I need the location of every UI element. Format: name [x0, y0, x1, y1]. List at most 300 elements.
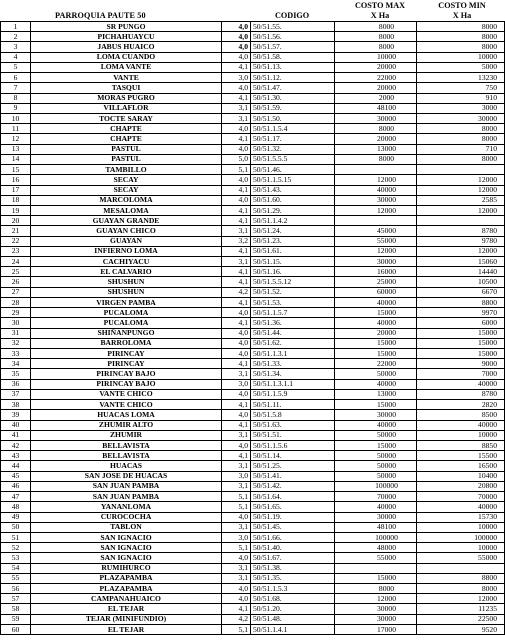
costo-max-cell: 100000 [335, 532, 417, 542]
value-cell: 4,1 [222, 185, 251, 195]
table-row [1, 624, 505, 634]
parroquia-name: EL CALVARIO [31, 267, 222, 277]
costo-min-cell: 6670 [417, 287, 505, 297]
costo-min-cell: 8000 [417, 124, 505, 134]
costo-min-cell: 10000 [417, 430, 505, 440]
parroquia-name: TABLON [31, 522, 222, 532]
costo-max-cell: 30000 [335, 113, 417, 123]
table-row [1, 246, 505, 256]
codigo-cell: 50/51.16. [251, 267, 335, 277]
row-number: 38 [1, 400, 31, 410]
value-cell: 4,1 [222, 246, 251, 256]
parroquia-name: TOCTE SARAY [31, 113, 222, 123]
costo-min-header [420, 1, 504, 21]
costo-max-cell: 22000 [335, 73, 417, 83]
value-cell: 4,1 [222, 134, 251, 144]
row-number: 52 [1, 543, 31, 553]
costo-max-cell: 16000 [335, 267, 417, 277]
codigo-cell: 50/51.45. [251, 522, 335, 532]
value-cell: 4,0 [222, 175, 251, 185]
row-number: 18 [1, 195, 31, 205]
value-cell: 4,1 [222, 318, 251, 328]
codigo-cell: 50/51.48. [251, 614, 335, 624]
costo-min-cell: 8000 [417, 42, 505, 52]
table-row [1, 543, 505, 553]
value-cell: 4,1 [222, 420, 251, 430]
table-row [1, 584, 505, 594]
row-number: 29 [1, 308, 31, 318]
table-row [1, 144, 505, 154]
parroquia-name: CAMPANAHUAICO [31, 594, 222, 604]
costo-max-cell: 22000 [335, 359, 417, 369]
costo-min-cell [417, 563, 505, 573]
table-row [1, 185, 505, 195]
costo-max-cell: 15000 [335, 400, 417, 410]
costo-max-cell: 48100 [335, 103, 417, 113]
table-row [1, 502, 505, 512]
row-number: 21 [1, 226, 31, 236]
codigo-cell: 50/51.17. [251, 134, 335, 144]
costo-max-cell: 100000 [335, 481, 417, 491]
row-number: 30 [1, 318, 31, 328]
parroquia-name: CHAPTE [31, 134, 222, 144]
costo-max-cell: 30000 [335, 614, 417, 624]
costo-max-cell [335, 165, 417, 175]
parroquia-name: SAN JUAN PAMBA [31, 481, 222, 491]
costo-min-cell: 9520 [417, 624, 505, 634]
row-number: 26 [1, 277, 31, 287]
table-row [1, 471, 505, 481]
costo-max-cell: 50000 [335, 430, 417, 440]
costo-min-cell: 7000 [417, 369, 505, 379]
codigo-cell: 50/51.36. [251, 318, 335, 328]
table-row [1, 165, 505, 175]
costo-min-cell: 15000 [417, 349, 505, 359]
costo-min-cell: 10500 [417, 277, 505, 287]
row-number: 43 [1, 451, 31, 461]
table-row [1, 563, 505, 573]
codigo-cell: 50/51.46. [251, 165, 335, 175]
codigo-cell: 50/51.19. [251, 512, 335, 522]
costo-max-cell: 55000 [335, 236, 417, 246]
costo-max-cell: 40000 [335, 297, 417, 307]
codigo-cell: 50/51.13. [251, 62, 335, 72]
codigo-cell: 50/51.60. [251, 195, 335, 205]
table-row [1, 440, 505, 450]
costo-max-cell: 20000 [335, 62, 417, 72]
parroquia-name: MESALOMA [31, 205, 222, 215]
codigo-cell: 50/51.23. [251, 236, 335, 246]
costo-max-cell: 40000 [335, 420, 417, 430]
costo-min-cell: 8780 [417, 226, 505, 236]
costo-min-cell: 8500 [417, 410, 505, 420]
row-number: 6 [1, 73, 31, 83]
value-cell: 4,0 [222, 328, 251, 338]
table-row [1, 83, 505, 93]
costo-max-cell: 15000 [335, 440, 417, 450]
value-cell: 4,1 [222, 277, 251, 287]
row-number: 24 [1, 257, 31, 267]
row-number: 17 [1, 185, 31, 195]
codigo-cell: 50/51.24. [251, 226, 335, 236]
codigo-cell: 50/51.5.5.5 [251, 154, 335, 164]
costo-min-cell: 15730 [417, 512, 505, 522]
value-cell: 4,0 [222, 124, 251, 134]
costo-min-cell: 40000 [417, 502, 505, 512]
value-cell: 5,1 [222, 624, 251, 634]
table-row [1, 359, 505, 369]
codigo-cell: 50/51.53. [251, 297, 335, 307]
parroquia-name: INFIERNO LOMA [31, 246, 222, 256]
codigo-cell: 50/51.5.8 [251, 410, 335, 420]
parroquia-name: PASTUL [31, 154, 222, 164]
codigo-cell: 50/51.1.5.6 [251, 440, 335, 450]
codigo-cell: 50/51.64. [251, 492, 335, 502]
parroquia-name: VIRGEN PAMBA [31, 297, 222, 307]
codigo-cell: 50/51.1.5.9 [251, 389, 335, 399]
parroquia-name: VANTE CHICO [31, 400, 222, 410]
row-number: 56 [1, 584, 31, 594]
parroquia-name: VANTE [31, 73, 222, 83]
value-cell: 4,0 [222, 512, 251, 522]
costo-max-cell: 17000 [335, 624, 417, 634]
value-cell: 3,1 [222, 257, 251, 267]
table-row [1, 553, 505, 563]
costo-max-cell: 25000 [335, 277, 417, 287]
codigo-cell: 50/51.14. [251, 451, 335, 461]
value-cell: 3,1 [222, 430, 251, 440]
parroquia-name: SECAY [31, 185, 222, 195]
costo-max-cell: 8000 [335, 32, 417, 42]
costo-min-cell: 55000 [417, 553, 505, 563]
value-cell: 3,1 [222, 573, 251, 583]
codigo-cell: 50/51.33. [251, 359, 335, 369]
parroquia-name: PIRINCAY [31, 359, 222, 369]
costo-min-cell: 8800 [417, 297, 505, 307]
costo-max-cell: 12000 [335, 246, 417, 256]
value-cell: 3,0 [222, 471, 251, 481]
table-row [1, 389, 505, 399]
costo-min-cell: 6000 [417, 318, 505, 328]
value-cell: 4,2 [222, 287, 251, 297]
costo-max-cell: 60000 [335, 287, 417, 297]
costo-max-cell: 12000 [335, 594, 417, 604]
codigo-header: CODIGO [275, 11, 310, 20]
parroquia-name: PLAZAPAMBA [31, 584, 222, 594]
costo-min-cell: 15000 [417, 338, 505, 348]
table-row [1, 481, 505, 491]
parroquia-name: MARCOLOMA [31, 195, 222, 205]
table-row [1, 195, 505, 205]
row-number: 58 [1, 604, 31, 614]
parroquia-name: SAN JUAN PAMBA [31, 492, 222, 502]
table-row [1, 369, 505, 379]
parroquia-name: BELLAVISTA [31, 440, 222, 450]
costo-max-cell: 30000 [335, 512, 417, 522]
codigo-cell: 50/51.66. [251, 532, 335, 542]
value-cell: 4,1 [222, 216, 251, 226]
value-cell: 4,0 [222, 440, 251, 450]
codigo-cell: 50/51.30. [251, 93, 335, 103]
parroquia-name: CACHIYACU [31, 257, 222, 267]
costo-max-cell: 48000 [335, 543, 417, 553]
row-number: 35 [1, 369, 31, 379]
table-row [1, 614, 505, 624]
codigo-cell: 50/51.1.3.1.1 [251, 379, 335, 389]
costo-max-cell [335, 563, 417, 573]
costo-min-cell: 8800 [417, 573, 505, 583]
parroquia-name: SECAY [31, 175, 222, 185]
codigo-cell: 50/51.15. [251, 257, 335, 267]
costo-min-cell: 8850 [417, 440, 505, 450]
costo-min-cell: 100000 [417, 532, 505, 542]
parroquia-name: BELLAVISTA [31, 451, 222, 461]
table-row [1, 308, 505, 318]
parroquia-name: GUAYAN GRANDE [31, 216, 222, 226]
parroquia-name: GUAYAN CHICO [31, 226, 222, 236]
costo-min-cell: 12000 [417, 185, 505, 195]
cost-table-body [1, 22, 505, 635]
parroquia-name: HUACAS [31, 461, 222, 471]
parroquia-name: EL TEJAR [31, 624, 222, 634]
costo-max-cell: 30000 [335, 604, 417, 614]
table-row [1, 103, 505, 113]
value-cell: 4,0 [222, 52, 251, 62]
table-row [1, 113, 505, 123]
costo-max-cell: 55000 [335, 553, 417, 563]
codigo-cell: 50/51.55. [251, 22, 335, 32]
table-row [1, 32, 505, 42]
codigo-cell: 50/51.1.5.15 [251, 175, 335, 185]
table-row [1, 328, 505, 338]
costo-max-cell: 40000 [335, 318, 417, 328]
parroquia-name: SHUSHUN [31, 277, 222, 287]
value-cell: 5,1 [222, 492, 251, 502]
codigo-cell: 50/51.1.5.7 [251, 308, 335, 318]
costo-min-header-line2: X Ha [452, 11, 472, 20]
costo-max-cell: 15000 [335, 573, 417, 583]
costo-max-cell: 8000 [335, 42, 417, 52]
value-cell: 5,1 [222, 543, 251, 553]
codigo-cell: 50/51.61. [251, 246, 335, 256]
value-cell: 4,0 [222, 144, 251, 154]
parroquia-name: PLAZAPAMBA [31, 573, 222, 583]
codigo-cell: 50/51.35. [251, 573, 335, 583]
parroquia-name: MORAS PUGRO [31, 93, 222, 103]
codigo-cell: 50/51.51. [251, 430, 335, 440]
row-number: 53 [1, 553, 31, 563]
value-cell: 5,1 [222, 502, 251, 512]
row-number: 5 [1, 62, 31, 72]
costo-max-cell: 50000 [335, 451, 417, 461]
codigo-cell: 50/51.32. [251, 144, 335, 154]
codigo-cell: 50/51.25. [251, 461, 335, 471]
parroquia-name: CHAPTE [31, 124, 222, 134]
parroquia-name: LOMA CUANDO [31, 52, 222, 62]
codigo-cell: 50/51.34. [251, 369, 335, 379]
parroquia-name: YANANLOMA [31, 502, 222, 512]
table-row [1, 318, 505, 328]
table-row [1, 205, 505, 215]
value-cell: 4,0 [222, 83, 251, 93]
value-cell: 4,1 [222, 604, 251, 614]
parroquia-name: PIRINCAY [31, 349, 222, 359]
codigo-cell: 50/51.1.4.2 [251, 216, 335, 226]
table-row [1, 379, 505, 389]
costo-min-cell: 40000 [417, 379, 505, 389]
costo-max-cell: 15000 [335, 349, 417, 359]
row-number: 11 [1, 124, 31, 134]
codigo-cell: 50/51.12. [251, 73, 335, 83]
table-row [1, 175, 505, 185]
parroquia-name: PICHAHUAYCU [31, 32, 222, 42]
costo-max-cell: 15000 [335, 308, 417, 318]
parroquia-name: PASTUL [31, 144, 222, 154]
costo-max-cell: 2000 [335, 93, 417, 103]
value-cell: 5,1 [222, 165, 251, 175]
value-cell: 4,1 [222, 93, 251, 103]
costo-max-cell: 8000 [335, 584, 417, 594]
table-row [1, 287, 505, 297]
table-row [1, 22, 505, 32]
costo-min-cell: 12000 [417, 205, 505, 215]
table-row [1, 62, 505, 72]
costo-min-cell: 10000 [417, 543, 505, 553]
parroquia-name: SHUSHUN [31, 287, 222, 297]
row-number: 37 [1, 389, 31, 399]
row-number: 31 [1, 328, 31, 338]
row-number: 51 [1, 532, 31, 542]
table-row [1, 522, 505, 532]
codigo-cell: 50/51.43. [251, 185, 335, 195]
costo-max-header [343, 1, 417, 21]
costo-min-cell: 5000 [417, 62, 505, 72]
codigo-cell: 50/51.67. [251, 553, 335, 563]
value-cell: 3,1 [222, 113, 251, 123]
parroquia-name: PUCALOMA [31, 308, 222, 318]
table-row [1, 430, 505, 440]
value-cell: 3,1 [222, 563, 251, 573]
row-number: 10 [1, 113, 31, 123]
row-number: 4 [1, 52, 31, 62]
costo-min-cell: 12000 [417, 175, 505, 185]
table-row [1, 73, 505, 83]
parroquia-name: RUMIHURCO [31, 563, 222, 573]
table-row [1, 124, 505, 134]
codigo-cell: 50/51.57. [251, 42, 335, 52]
row-number: 46 [1, 481, 31, 491]
costo-max-cell: 30000 [335, 410, 417, 420]
row-number: 13 [1, 144, 31, 154]
costo-max-cell: 40000 [335, 502, 417, 512]
value-cell: 3,0 [222, 379, 251, 389]
table-row [1, 461, 505, 471]
costo-min-cell [417, 165, 505, 175]
costo-max-cell: 8000 [335, 22, 417, 32]
row-number: 48 [1, 502, 31, 512]
parroquia-name: SAN IGNACIO [31, 532, 222, 542]
costo-max-cell: 50000 [335, 471, 417, 481]
codigo-cell: 50/51.59. [251, 103, 335, 113]
codigo-cell: 50/51.50. [251, 113, 335, 123]
value-cell: 3,1 [222, 481, 251, 491]
table-row [1, 338, 505, 348]
costo-max-cell: 12000 [335, 205, 417, 215]
row-number: 1 [1, 22, 31, 32]
table-row [1, 573, 505, 583]
codigo-cell: 50/51.65. [251, 502, 335, 512]
codigo-cell: 50/51.62. [251, 338, 335, 348]
costo-max-cell: 10000 [335, 52, 417, 62]
costo-min-cell: 11235 [417, 604, 505, 614]
row-number: 14 [1, 154, 31, 164]
costo-min-cell: 9780 [417, 236, 505, 246]
parroquia-name: CUROCOCHA [31, 512, 222, 522]
costo-min-cell [417, 216, 505, 226]
table-row [1, 604, 505, 614]
codigo-cell: 50/51.68. [251, 594, 335, 604]
row-number: 32 [1, 338, 31, 348]
codigo-cell: 50/51.11. [251, 400, 335, 410]
value-cell: 4,0 [222, 308, 251, 318]
codigo-cell: 50/51.5.5.12 [251, 277, 335, 287]
costo-max-cell [335, 216, 417, 226]
row-number: 8 [1, 93, 31, 103]
row-number: 36 [1, 379, 31, 389]
value-cell: 4,1 [222, 62, 251, 72]
codigo-cell: 50/51.44. [251, 328, 335, 338]
row-number: 59 [1, 614, 31, 624]
costo-min-cell: 8000 [417, 154, 505, 164]
costo-min-cell: 2820 [417, 400, 505, 410]
table-row [1, 532, 505, 542]
row-number: 2 [1, 32, 31, 42]
parroquia-name: ZHUMIR [31, 430, 222, 440]
costo-min-cell: 40000 [417, 420, 505, 430]
table-row [1, 226, 505, 236]
costo-min-cell: 70000 [417, 492, 505, 502]
value-cell: 4,0 [222, 32, 251, 42]
costo-min-cell: 30000 [417, 113, 505, 123]
parroquia-name: SAN IGNACIO [31, 553, 222, 563]
costo-min-cell: 8000 [417, 134, 505, 144]
table-row [1, 451, 505, 461]
row-number: 12 [1, 134, 31, 144]
value-cell: 3,2 [222, 236, 251, 246]
table-row [1, 400, 505, 410]
codigo-cell: 50/51.63. [251, 420, 335, 430]
table-row [1, 42, 505, 52]
value-cell: 4,0 [222, 584, 251, 594]
parroquia-name: TASQUI [31, 83, 222, 93]
costo-max-cell: 50000 [335, 461, 417, 471]
row-number: 39 [1, 410, 31, 420]
parroquia-name: SAN JOSE DE HUACAS [31, 471, 222, 481]
table-row [1, 257, 505, 267]
parroquia-name: PIRINCAY BAJO [31, 379, 222, 389]
codigo-cell: 50/51.41. [251, 471, 335, 481]
row-number: 49 [1, 512, 31, 522]
costo-min-header-line1: COSTO MIN [438, 1, 486, 10]
parroquia-name: BARROLOMA [31, 338, 222, 348]
value-cell: 3,0 [222, 532, 251, 542]
codigo-cell: 50/51.42. [251, 481, 335, 491]
codigo-cell: 50/51.1.3.1 [251, 349, 335, 359]
table-row [1, 277, 505, 287]
value-cell: 3,1 [222, 369, 251, 379]
row-number: 9 [1, 103, 31, 113]
costo-max-cell: 8000 [335, 154, 417, 164]
